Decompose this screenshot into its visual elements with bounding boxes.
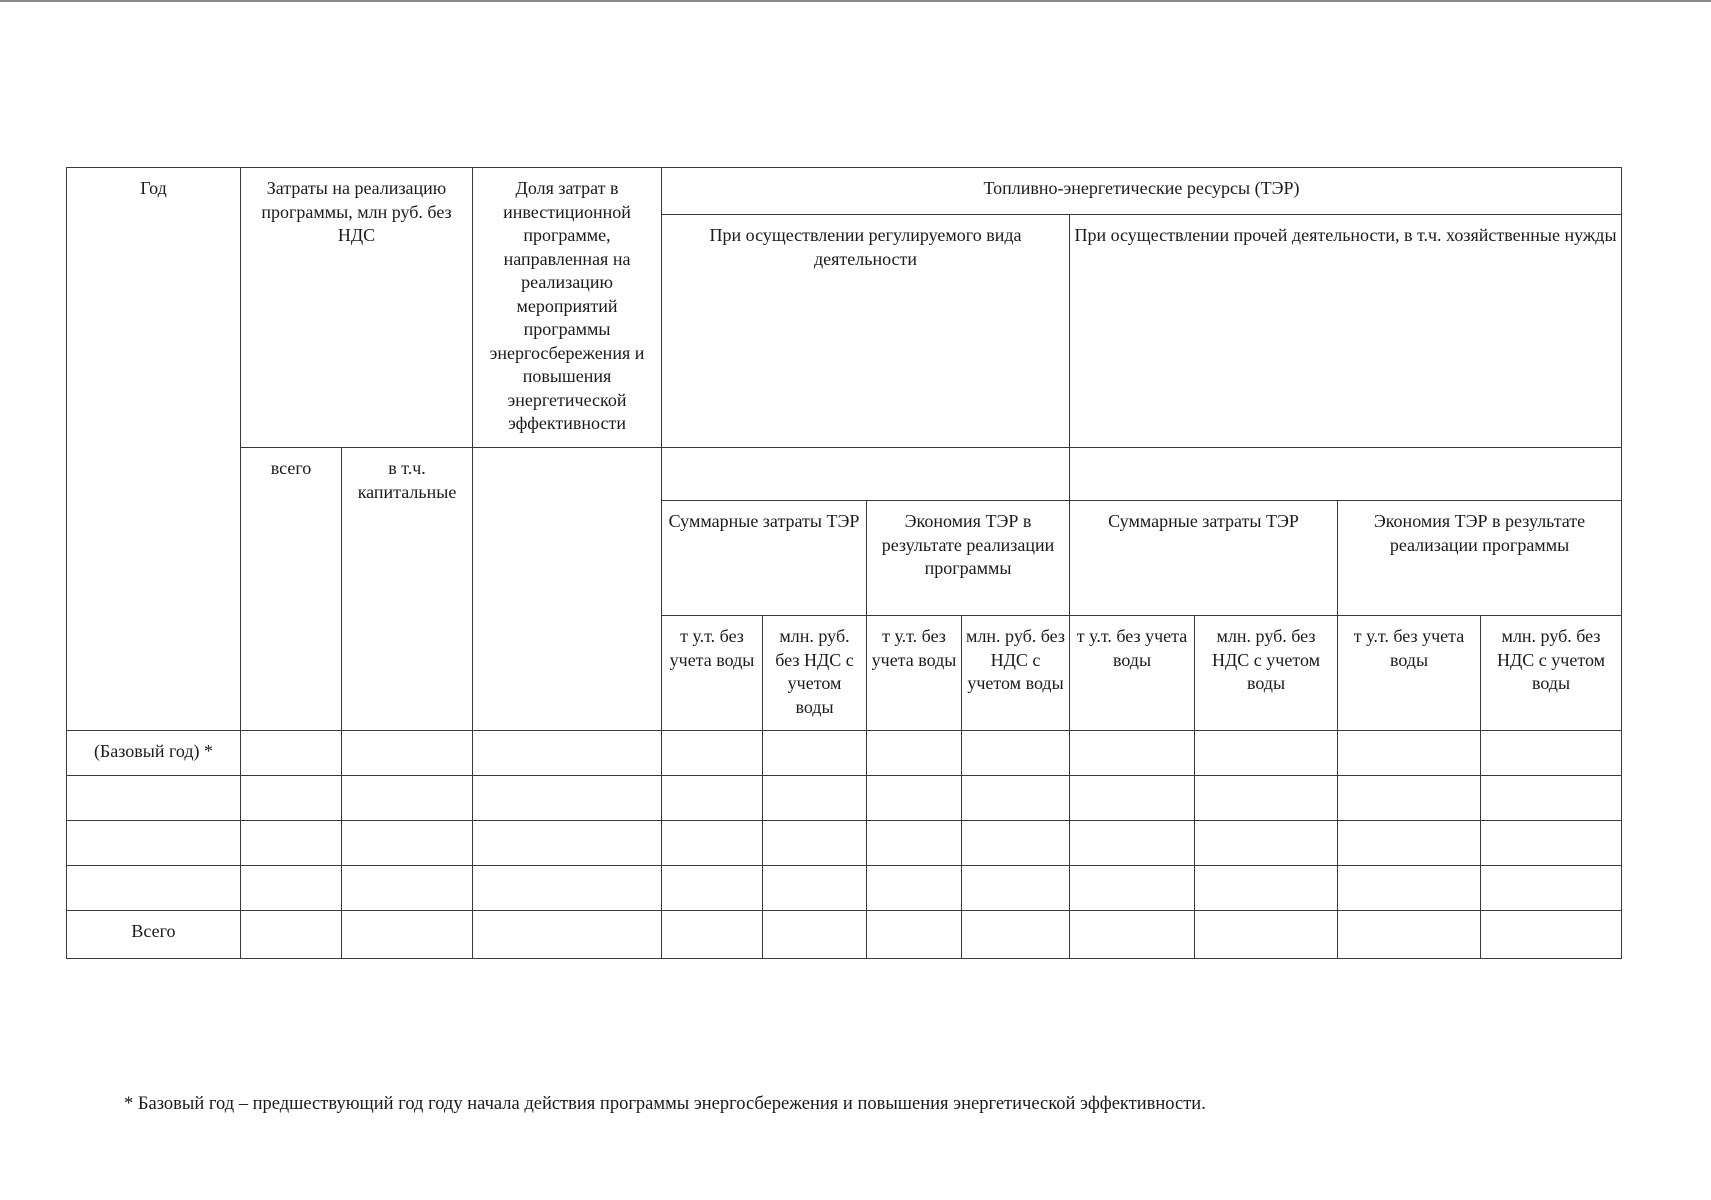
table-cell [473, 776, 662, 821]
energy-program-table [66, 167, 1622, 959]
row-label [67, 866, 241, 911]
header-costs-total: всего [241, 448, 342, 731]
table-cell [1195, 821, 1338, 866]
row-label [67, 776, 241, 821]
table-cell [662, 821, 763, 866]
table-cell [473, 911, 662, 959]
header-share: Доля затрат в инвестиционной программе, направленная на реализацию мероприятий программы энергосбережения и повышения энергетической эффективности [473, 168, 662, 448]
header-regulated-savings: Экономия ТЭР в результате реализации программы [867, 501, 1070, 616]
header-costs: Затраты на реализацию программы, млн руб. без НДС [241, 168, 473, 448]
table-cell [1338, 821, 1481, 866]
table-cell [1481, 911, 1622, 959]
table-cell [473, 866, 662, 911]
table-row [67, 731, 1622, 776]
table-cell [763, 776, 867, 821]
header-year: Год [67, 168, 241, 731]
table-cell [1481, 866, 1622, 911]
header-costs-capital: в т.ч. капитальные [342, 448, 473, 731]
header-regulated-total-costs: Суммарные затраты ТЭР [662, 501, 867, 616]
table-cell [342, 911, 473, 959]
header-share-blank [473, 448, 662, 731]
table-cell [342, 731, 473, 776]
footnote: * Базовый год – предшествующий год году начала действия программы энергосбережения и повышения энергетической эффективности. [124, 1094, 1206, 1114]
table-cell [1195, 866, 1338, 911]
header-other-total-costs: Суммарные затраты ТЭР [1070, 501, 1338, 616]
row-label-total: Всего [67, 911, 241, 959]
table-cell [241, 866, 342, 911]
table-cell [1338, 866, 1481, 911]
table-cell [1481, 821, 1622, 866]
table-cell [962, 911, 1070, 959]
table-cell [962, 821, 1070, 866]
unit-header: т у.т. без учета воды [662, 616, 763, 731]
table-cell [662, 731, 763, 776]
table-cell [241, 821, 342, 866]
table-cell [763, 821, 867, 866]
table-cell [1070, 776, 1195, 821]
row-label-base-year: (Базовый год) * [67, 731, 241, 776]
table-cell [241, 776, 342, 821]
unit-header: т у.т. без учета воды [1070, 616, 1195, 731]
table-row [67, 821, 1622, 866]
table-cell [1070, 731, 1195, 776]
table-cell [962, 776, 1070, 821]
unit-header: млн. руб. без НДС с учетом воды [1195, 616, 1338, 731]
table-cell [1338, 776, 1481, 821]
unit-header: млн. руб. без НДС с учетом воды [763, 616, 867, 731]
table-cell [763, 911, 867, 959]
header-regulated-activity: При осуществлении регулируемого вида деятельности [662, 215, 1070, 448]
unit-header: т у.т. без учета воды [867, 616, 962, 731]
row-label [67, 821, 241, 866]
table-cell [962, 731, 1070, 776]
document-page [66, 167, 1621, 959]
table-row [67, 911, 1622, 959]
table-cell [1070, 911, 1195, 959]
top-border-line [0, 0, 1711, 2]
table-cell [1481, 731, 1622, 776]
table-cell [342, 866, 473, 911]
header-other-savings: Экономия ТЭР в результате реализации программы [1338, 501, 1622, 616]
table-row [67, 866, 1622, 911]
header-regulated-blank [662, 448, 1070, 501]
header-other-blank [1070, 448, 1622, 501]
table-cell [662, 911, 763, 959]
table-cell [1481, 776, 1622, 821]
table-cell [241, 731, 342, 776]
table-cell [867, 911, 962, 959]
header-fuel-resources: Топливно-энергетические ресурсы (ТЭР) [662, 168, 1622, 215]
unit-header: млн. руб. без НДС с учетом воды [1481, 616, 1622, 731]
table-cell [867, 821, 962, 866]
table-cell [1070, 866, 1195, 911]
table-cell [1195, 911, 1338, 959]
table-cell [1195, 776, 1338, 821]
table-cell [962, 866, 1070, 911]
table-cell [473, 821, 662, 866]
table-cell [1195, 731, 1338, 776]
table-cell [662, 776, 763, 821]
table-cell [342, 821, 473, 866]
header-other-activity: При осуществлении прочей деятельности, в т.ч. хозяйственные нужды [1070, 215, 1622, 448]
table-cell [473, 731, 662, 776]
table-cell [763, 866, 867, 911]
table-cell [867, 776, 962, 821]
table-cell [867, 731, 962, 776]
table-cell [342, 776, 473, 821]
table-cell [241, 911, 342, 959]
unit-header: т у.т. без учета воды [1338, 616, 1481, 731]
table-cell [763, 731, 867, 776]
table-cell [1338, 731, 1481, 776]
table-row [67, 776, 1622, 821]
table-cell [867, 866, 962, 911]
table-cell [662, 866, 763, 911]
table-cell [1070, 821, 1195, 866]
unit-header: млн. руб. без НДС с учетом воды [962, 616, 1070, 731]
table-cell [1338, 911, 1481, 959]
